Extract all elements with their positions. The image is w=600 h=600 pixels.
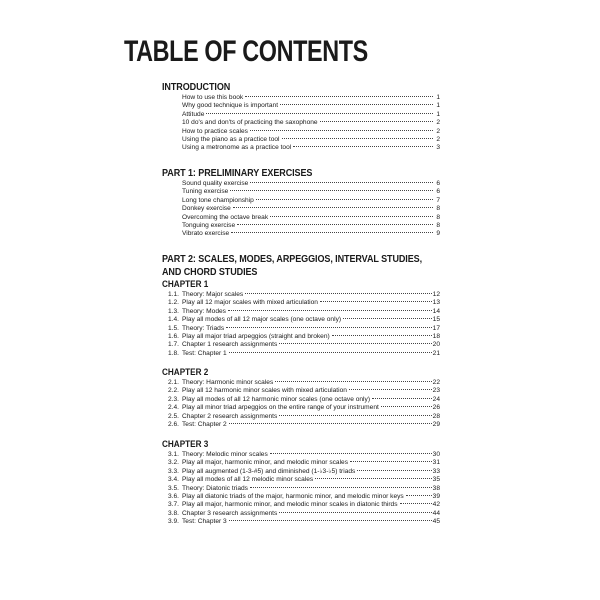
toc-entry[interactable]	[168, 102, 440, 110]
toc-entry-page: 3	[436, 144, 440, 152]
toc-entry-title: Play all minor triad arpeggios on the entire range of your instrument	[182, 404, 379, 412]
toc-entry-title: Play all diatonic triads of the major, harmonic minor, and melodic minor keys	[182, 492, 404, 500]
toc-entry[interactable]	[168, 404, 440, 412]
toc-entry-number: 3.2.	[168, 459, 179, 467]
toc-entry-number: 2.4.	[168, 404, 179, 412]
toc-entry-page: 44	[432, 509, 440, 517]
toc-entry-page: 24	[432, 395, 440, 403]
toc-entry[interactable]	[168, 518, 440, 526]
toc-entry[interactable]	[168, 222, 440, 230]
dot-leader	[229, 520, 432, 521]
toc-entry-title: Long tone championship	[182, 196, 254, 204]
toc-entry-number: 1.3.	[168, 307, 179, 315]
section-heading-part-1: PART 1: PRELIMINARY EXERCISES	[162, 167, 313, 179]
toc-entry[interactable]	[168, 451, 440, 459]
chapter-2-list	[168, 379, 440, 429]
dot-leader	[381, 406, 432, 407]
toc-entry-title: Theory: Triads	[182, 324, 225, 332]
toc-entry-title: Theory: Major scales	[182, 291, 244, 298]
dot-leader	[250, 487, 432, 488]
toc-entry-page: 26	[432, 404, 440, 412]
dot-leader	[229, 423, 432, 424]
dot-leader	[270, 216, 433, 217]
toc-entry-title: Test: Chapter 3	[182, 518, 227, 526]
toc-entry[interactable]	[168, 299, 440, 307]
toc-entry-title: Using a metronome as a practice tool	[182, 144, 292, 152]
toc-entry-title: Theory: Modes	[182, 307, 226, 315]
toc-entry[interactable]	[168, 387, 440, 395]
toc-entry-page: 18	[432, 332, 440, 340]
toc-entry-page: 8	[436, 221, 440, 229]
toc-entry-number: 1.8.	[168, 349, 179, 357]
toc-entry[interactable]	[168, 341, 440, 349]
toc-entry-title: Tuning exercise	[182, 188, 229, 196]
dot-leader	[320, 301, 432, 302]
toc-entry-number: 1.7.	[168, 341, 179, 349]
toc-entry-title: Play all modes of all 12 harmonic minor scales (one octave only)	[182, 395, 371, 403]
dot-leader	[275, 381, 431, 382]
section-heading-introduction: INTRODUCTION	[162, 81, 231, 93]
toc-entry-number: 2.5.	[168, 412, 179, 420]
dot-leader	[256, 199, 433, 200]
toc-entry-page: 31	[432, 459, 440, 467]
toc-entry-title: Attitude	[182, 110, 205, 118]
toc-entry[interactable]	[168, 485, 440, 493]
toc-entry-page: 9	[436, 230, 440, 238]
toc-entry-title: Sound quality exercise	[182, 180, 249, 187]
toc-entry-title: How to use this book	[182, 94, 244, 101]
dot-leader	[228, 310, 432, 311]
dot-leader	[229, 352, 432, 353]
toc-entry[interactable]	[168, 205, 440, 213]
toc-entry-page: 6	[436, 180, 440, 187]
toc-entry-number: 1.1.	[168, 291, 179, 298]
toc-entry[interactable]	[168, 421, 440, 429]
chapter-3-list	[168, 451, 440, 527]
toc-entry-title: Play all modes of all 12 major scales (one octave only)	[182, 316, 342, 324]
toc-entry[interactable]	[168, 510, 440, 518]
toc-entry-title: Chapter 2 research assignments	[182, 412, 278, 420]
dot-leader	[245, 96, 433, 97]
toc-entry-number: 3.4.	[168, 476, 179, 484]
dot-leader	[280, 104, 433, 105]
chapter-1-list	[168, 291, 440, 358]
dot-leader	[250, 182, 433, 183]
toc-entry[interactable]	[168, 291, 440, 299]
part-1-list	[168, 180, 440, 239]
toc-entry-title: Chapter 3 research assignments	[182, 509, 278, 517]
chapter-heading-1: CHAPTER 1	[162, 279, 209, 290]
toc-entry-page: 8	[436, 213, 440, 221]
dot-leader	[282, 138, 434, 139]
toc-entry[interactable]	[168, 230, 440, 238]
dot-leader	[293, 146, 433, 147]
toc-entry-title: Play all modes of all 12 melodic minor scales	[182, 476, 314, 484]
toc-entry-title: Donkey exercise	[182, 205, 231, 213]
toc-entry-number: 3.3.	[168, 467, 179, 475]
toc-entry-page: 15	[432, 316, 440, 324]
dot-leader	[231, 232, 433, 233]
toc-entry-title: Theory: Harmonic minor scales	[182, 379, 274, 386]
toc-entry-title: Test: Chapter 1	[182, 349, 227, 357]
toc-entry-page: 42	[432, 501, 440, 509]
toc-entry[interactable]	[168, 308, 440, 316]
toc-entry-title: 10 do's and don'ts of practicing the saxophone	[182, 119, 318, 127]
toc-entry-page: 29	[432, 420, 440, 428]
toc-entry-page: 23	[432, 387, 440, 395]
dot-leader	[279, 415, 431, 416]
section-heading-part-2: PART 2: SCALES, MODES, ARPEGGIOS, INTERVAL STUDIES,	[162, 253, 423, 265]
toc-entry[interactable]	[168, 136, 440, 144]
toc-entry-title: Play all major triad arpeggios (straight and broken)	[182, 332, 330, 340]
toc-entry[interactable]	[168, 144, 440, 152]
toc-entry[interactable]	[168, 413, 440, 421]
toc-entry-page: 8	[436, 205, 440, 213]
toc-entry[interactable]	[168, 188, 440, 196]
toc-entry[interactable]	[168, 468, 440, 476]
toc-entry-page: 33	[432, 467, 440, 475]
toc-entry-page: 2	[436, 135, 440, 143]
dot-leader	[400, 503, 432, 504]
toc-entry-number: 2.2.	[168, 387, 179, 395]
toc-entry[interactable]	[168, 94, 440, 102]
toc-entry[interactable]	[168, 128, 440, 136]
toc-entry-page: 1	[436, 110, 440, 118]
dot-leader	[357, 470, 431, 471]
toc-entry-number: 3.9.	[168, 518, 179, 526]
toc-entry-page: 1	[436, 102, 440, 110]
dot-leader	[320, 121, 433, 122]
dot-leader	[206, 113, 433, 114]
toc-entry-page: 6	[436, 188, 440, 196]
toc-entry-number: 3.8.	[168, 509, 179, 517]
toc-entry-page: 45	[432, 518, 440, 526]
toc-entry-number: 2.3.	[168, 395, 179, 403]
toc-entry[interactable]	[168, 325, 440, 333]
toc-entry[interactable]	[168, 493, 440, 501]
dot-leader	[350, 461, 432, 462]
dot-leader	[245, 293, 431, 294]
page-title: TABLE OF CONTENTS	[124, 35, 368, 68]
toc-entry-title: Chapter 1 research assignments	[182, 341, 278, 349]
toc-entry-page: 2	[436, 127, 440, 135]
toc-entry[interactable]	[168, 396, 440, 404]
dot-leader	[250, 130, 433, 131]
chapter-heading-2: CHAPTER 2	[162, 367, 209, 378]
toc-entry-title: Using the piano as a practice tool	[182, 135, 280, 143]
toc-entry[interactable]	[168, 214, 440, 222]
toc-entry-page: 20	[432, 341, 440, 349]
dot-leader	[270, 453, 432, 454]
toc-entry[interactable]	[168, 111, 440, 119]
introduction-list	[168, 94, 440, 153]
toc-entry-page: 21	[432, 349, 440, 357]
toc-entry-number: 1.4.	[168, 316, 179, 324]
dot-leader	[372, 398, 432, 399]
toc-entry[interactable]	[168, 316, 440, 324]
dot-leader	[315, 478, 431, 479]
dot-leader	[349, 389, 432, 390]
toc-entry-title: Theory: Melodic minor scales	[182, 451, 268, 458]
toc-entry-page: 12	[432, 291, 440, 298]
toc-entry-page: 38	[432, 484, 440, 492]
toc-entry[interactable]	[168, 180, 440, 188]
toc-entry-page: 14	[432, 307, 440, 315]
toc-entry-page: 22	[432, 379, 440, 386]
toc-entry[interactable]	[168, 333, 440, 341]
toc-entry-title: Play all major, harmonic minor, and melodic minor scales	[182, 459, 349, 467]
toc-entry-title: Theory: Diatonic triads	[182, 484, 248, 492]
dot-leader	[332, 335, 432, 336]
toc-entry-title: Overcoming the octave break	[182, 213, 269, 221]
dot-leader	[233, 207, 433, 208]
chapter-heading-3: CHAPTER 3	[162, 439, 209, 450]
toc-entry[interactable]	[168, 476, 440, 484]
toc-entry-title: Play all 12 harmonic minor scales with mixed articulation	[182, 387, 347, 395]
toc-entry-number: 2.6.	[168, 420, 179, 428]
toc-entry[interactable]	[168, 119, 440, 127]
toc-entry-title: Play all 12 major scales with mixed articulation	[182, 299, 318, 307]
toc-entry[interactable]	[168, 379, 440, 387]
toc-entry-number: 1.5.	[168, 324, 179, 332]
toc-entry-page: 7	[436, 196, 440, 204]
toc-entry-page: 13	[432, 299, 440, 307]
toc-entry-number: 2.1.	[168, 379, 179, 386]
dot-leader	[237, 224, 433, 225]
toc-entry-title: Why good technique is important	[182, 102, 279, 110]
toc-entry-page: 2	[436, 119, 440, 127]
dot-leader	[406, 495, 432, 496]
dot-leader	[279, 512, 431, 513]
toc-entry-title: Play all major, harmonic minor, and melodic minor scales in diatonic thirds	[182, 501, 398, 509]
toc-entry[interactable]	[168, 459, 440, 467]
dot-leader	[230, 190, 433, 191]
toc-entry-page: 39	[432, 492, 440, 500]
toc-entry-page: 17	[432, 324, 440, 332]
toc-entry-number: 1.2.	[168, 299, 179, 307]
dot-leader	[279, 343, 431, 344]
toc-entry-page: 28	[432, 412, 440, 420]
toc-entry[interactable]	[168, 350, 440, 358]
toc-entry-title: How to practice scales	[182, 127, 248, 135]
toc-entry-number: 3.7.	[168, 501, 179, 509]
toc-entry-title: Play all augmented (1-3-#5) and diminished (1-♭3-♭5) triads	[182, 467, 356, 475]
dot-leader	[343, 318, 432, 319]
toc-entry-page: 35	[432, 476, 440, 484]
toc-entry-title: Tonguing exercise	[182, 221, 236, 229]
toc-entry-number: 3.1.	[168, 451, 179, 458]
toc-entry[interactable]	[168, 501, 440, 509]
toc-entry-number: 1.6.	[168, 332, 179, 340]
toc-entry-number: 3.6.	[168, 492, 179, 500]
toc-entry[interactable]	[168, 197, 440, 205]
toc-entry-page: 1	[436, 94, 440, 101]
toc-entry-title: Test: Chapter 2	[182, 420, 227, 428]
toc-entry-title: Vibrato exercise	[182, 230, 230, 238]
section-heading-part-2-cont: AND CHORD STUDIES	[162, 266, 258, 278]
toc-entry-page: 30	[432, 451, 440, 458]
dot-leader	[226, 327, 432, 328]
toc-entry-number: 3.5.	[168, 484, 179, 492]
